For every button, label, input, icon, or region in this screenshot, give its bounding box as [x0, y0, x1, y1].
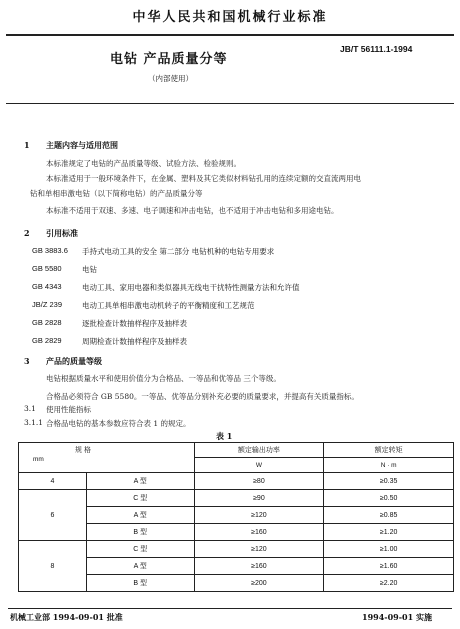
section-2-number: 2 [24, 228, 30, 238]
power-cell: ≥120 [194, 541, 324, 558]
table-row [19, 541, 454, 558]
rated-power-header: 额定输出功率 [194, 443, 324, 458]
reference-code: GB 4343 [32, 282, 62, 291]
standard-number: JB/T 56111.1-1994 [340, 44, 413, 54]
power-cell: ≥90 [194, 490, 324, 507]
type-cell: A 型 [86, 507, 194, 524]
torque-cell: ≥1.00 [324, 541, 454, 558]
reference-code: JB/Z 239 [32, 300, 63, 309]
reference-title: 手持式电动工具的安全 第二部分 电钻机种的电钻专用要求 [82, 247, 275, 256]
type-cell: B 型 [86, 524, 194, 541]
type-cell: C 型 [86, 490, 194, 507]
torque-cell: ≥0.50 [324, 490, 454, 507]
power-cell: ≥120 [194, 507, 324, 524]
rated-torque-header: 额定转矩 [324, 443, 454, 458]
section-1-title: 主题内容与适用范围 [46, 140, 118, 150]
table-row [19, 490, 454, 507]
type-cell: A 型 [86, 558, 194, 575]
implementation-info: 1994-09-01 实施 [362, 612, 432, 622]
internal-use-note: （内部使用） [148, 74, 193, 83]
section-1-paragraph: 本标准规定了电钻的产品质量等级、试验方法、检验规则。 [46, 159, 241, 168]
approval-info: 机械工业部 1994-09-01 批准 [10, 612, 123, 622]
subsubsection-number: 3.1.1 [24, 418, 44, 427]
torque-cell: ≥0.85 [324, 507, 454, 524]
standard-category-heading: 中华人民共和国机械行业标准 [132, 10, 328, 25]
section-3-paragraph: 电钻根据质量水平和使用价值分为合格品、一等品和优等品 三个等级。 [46, 374, 281, 383]
power-cell: ≥200 [194, 575, 324, 592]
subsection-number: 3.1 [24, 404, 36, 413]
rated-torque-unit: N · m [324, 458, 454, 473]
reference-code: GB 3883.6 [32, 246, 68, 255]
type-cell: A 型 [86, 473, 194, 490]
torque-cell: ≥1.20 [324, 524, 454, 541]
footer-rule [8, 608, 452, 609]
document-title: 电钻 产品质量分等 [110, 52, 228, 67]
reference-code: GB 2829 [32, 336, 62, 345]
section-3-number: 3 [24, 356, 30, 366]
torque-cell: ≥2.20 [324, 575, 454, 592]
table-row [19, 473, 454, 490]
header-rule [6, 34, 454, 36]
power-cell: ≥160 [194, 558, 324, 575]
reference-title: 电动工具、家用电器和类似器具无线电干扰特性测量方法和允许值 [82, 283, 300, 292]
reference-code: GB 2828 [32, 318, 62, 327]
spec-unit-label: mm [33, 456, 44, 463]
rated-parameters-table [18, 442, 454, 592]
section-3-paragraph: 合格品必须符合 GB 5580。一等品、优等品分别补充必要的质量要求，并提高有关质量指标。 [46, 392, 359, 401]
table-header-row [19, 443, 454, 458]
section-3-title: 产品的质量等级 [46, 356, 102, 366]
torque-cell: ≥0.35 [324, 473, 454, 490]
power-cell: ≥80 [194, 473, 324, 490]
rated-power-unit: W [194, 458, 324, 473]
size-cell: 6 [19, 490, 87, 541]
section-1-number: 1 [24, 140, 30, 150]
spec-header-cell [19, 443, 195, 473]
subsection-title: 使用性能指标 [46, 405, 91, 414]
size-cell: 8 [19, 541, 87, 592]
torque-cell: ≥1.60 [324, 558, 454, 575]
spec-header-label: 规 格 [75, 447, 91, 454]
type-cell: B 型 [86, 575, 194, 592]
title-rule [6, 103, 454, 104]
reference-title: 电钻 [82, 265, 97, 274]
size-cell: 4 [19, 473, 87, 490]
reference-title: 逐批检查计数抽样程序及抽样表 [82, 319, 187, 328]
power-cell: ≥160 [194, 524, 324, 541]
section-1-paragraph: 钻和单相串激电钻（以下简称电钻）的产品质量分等 [30, 189, 203, 198]
reference-title: 电动工具单相串激电动机转子的平衡精度和工艺规范 [82, 301, 255, 310]
reference-title: 周期检查计数抽样程序及抽样表 [82, 337, 187, 346]
reference-code: GB 5580 [32, 264, 62, 273]
section-2-title: 引用标准 [46, 228, 78, 238]
section-1-paragraph: 本标准适用于一般环境条件下，在金属、塑料及其它类似材料钻孔用的连续定额的交直流两用电 [46, 174, 361, 183]
type-cell: C 型 [86, 541, 194, 558]
table-caption: 表 1 [216, 431, 233, 441]
subsubsection-text: 合格品电钻的基本参数应符合表 1 的规定。 [46, 419, 191, 428]
section-1-paragraph: 本标准不适用于双速、多速、电子调速和冲击电钻，也不适用于冲击电钻和多用途电钻。 [46, 206, 339, 215]
